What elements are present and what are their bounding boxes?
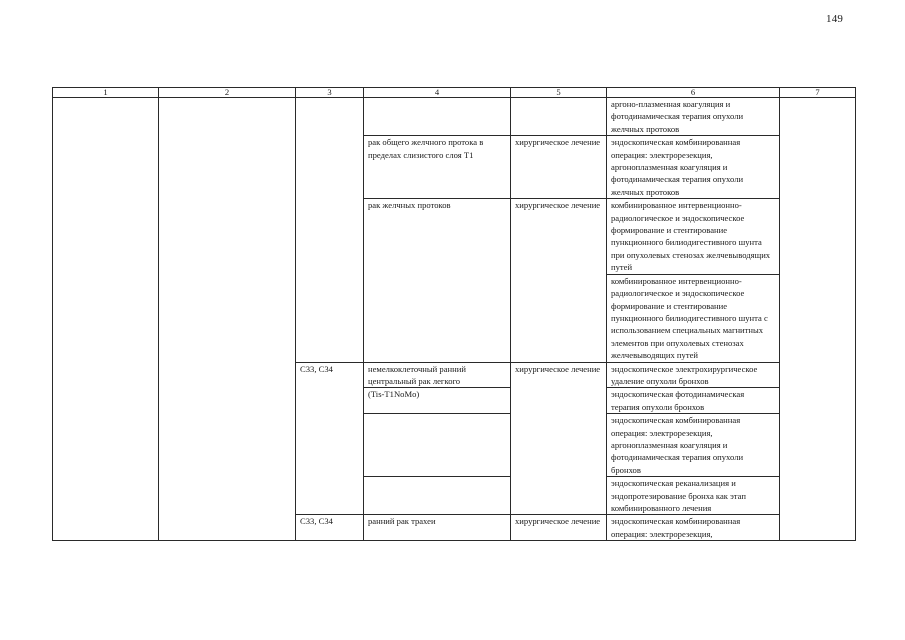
diagnosis-cell: (Tis-T1NoMo)	[364, 388, 511, 414]
method-cell: эндоскопическая комбинированная операция: электрорезекция, аргоноплазменная коагуляция и фотодинамическая терапия опухоли желчных протоков	[607, 136, 780, 199]
diagnosis-cell	[364, 477, 511, 515]
treatment-cell	[511, 98, 607, 136]
treatment-cell: хирургическое лечение	[511, 515, 607, 541]
method-cell: эндоскопическая реканализация и эндопротезирование бронха как этап комбинированного лечения	[607, 477, 780, 515]
method-cell: эндоскопическая комбинированная операция: электрорезекция,	[607, 515, 780, 541]
method-cell: эндоскопическая фотодинамическая терапия опухоли бронхов	[607, 388, 780, 414]
treatment-cell: хирургическое лечение	[511, 136, 607, 199]
treatment-cell: хирургическое лечение	[511, 199, 607, 362]
method-cell: эндоскопическая комбинированная операция: электрорезекция, аргоноплазменная коагуляция и фотодинамическая терапия опухоли бронхов	[607, 414, 780, 477]
column-header-3: 3	[296, 88, 364, 98]
column-header-4: 4	[364, 88, 511, 98]
diagnosis-cell: немелкоклеточный ранний центральный рак легкого	[364, 362, 511, 388]
column-header-7: 7	[780, 88, 856, 98]
group-name-cell	[159, 98, 296, 541]
column-header-1: 1	[53, 88, 159, 98]
diagnosis-cell	[364, 414, 511, 477]
code-cell: C33, C34	[296, 362, 364, 515]
method-cell: комбинированное интервенционно-радиологическое и эндоскопическое формирование и стентирование пункционного билиодигестивного шунта при опухолевых стенозах желчевыводящих путей	[607, 199, 780, 274]
code-cell: C33, C34	[296, 515, 364, 541]
column-header-6: 6	[607, 88, 780, 98]
method-cell: комбинированное интервенционно-радиологическое и эндоскопическое формирование и стентирование пункционного билиодигестивного шунта с использованием специальных магнитных элементов при опухолевых стенозах желчевыводящих путей	[607, 274, 780, 362]
diagnosis-cell: рак желчных протоков	[364, 199, 511, 362]
header-row	[53, 88, 856, 98]
method-cell: эндоскопическое электрохирургическое удаление опухоли бронхов	[607, 362, 780, 388]
column-header-5: 5	[511, 88, 607, 98]
column-header-2: 2	[159, 88, 296, 98]
profile-cell	[53, 98, 159, 541]
table-row	[53, 98, 856, 136]
cost-cell	[780, 98, 856, 541]
page-number: 149	[826, 13, 844, 25]
method-cell: аргоно-плазменная коагуляция и фотодинамическая терапия опухоли желчных протоков	[607, 98, 780, 136]
diagnosis-cell: ранний рак трахеи	[364, 515, 511, 541]
treatment-cell: хирургическое лечение	[511, 362, 607, 515]
diagnosis-cell	[364, 98, 511, 136]
code-cell	[296, 98, 364, 363]
diagnosis-cell: рак общего желчного протока в пределах слизистого слоя T1	[364, 136, 511, 199]
procedures-table	[52, 87, 856, 541]
